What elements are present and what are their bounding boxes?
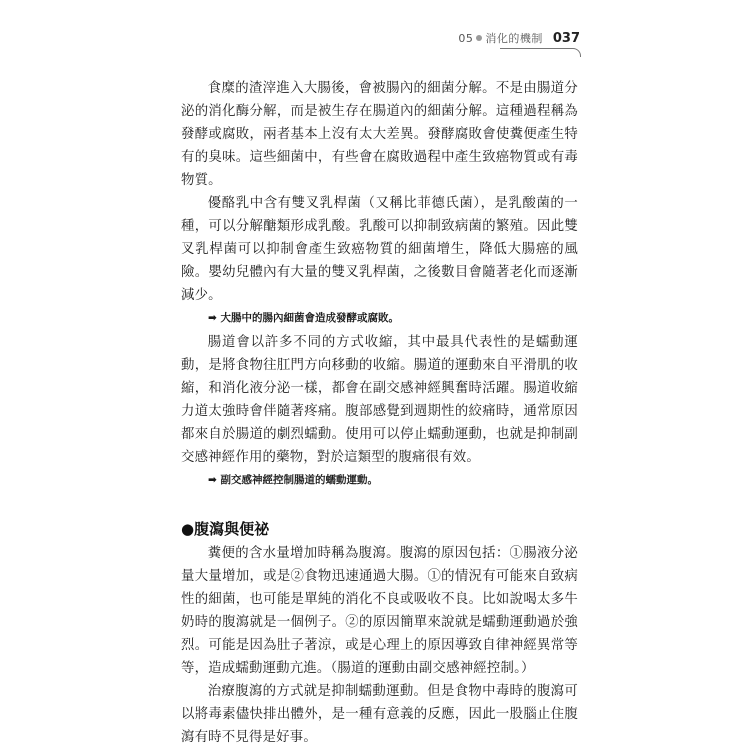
chapter-title: 消化的機制 (485, 32, 543, 45)
section-heading-diarrhea-constipation: ●腹瀉與便祕 (181, 520, 270, 538)
note-parasympathetic: ➡ 副交感神經控制腸道的蠕動運動。 (208, 474, 378, 486)
paragraph-large-intestine-bacteria: 食糜的渣滓進入大腸後，會被腸內的細菌分解。不是由腸道分泌的消化酶分解，而是被生存在腸道內的細菌分解。這種過程稱為發酵或腐敗，兩者基本上沒有太大差異。發酵腐敗會使糞便產生特有的臭味。這些細菌中，有些會在腐敗過程中產生致癌物質或有毒物質。 (181, 81, 578, 188)
bullet-dot-icon (476, 35, 482, 41)
paragraph-diarrhea-causes: 糞便的含水量增加時稱為腹瀉。腹瀉的原因包括：①腸液分泌量大量增加，或是②食物迅速通過大腸。①的情況有可能來自致病性的細菌，也可能是單純的消化不良或吸收不良。比如說喝太多牛奶時的腹瀉就是一個例子。②的原因簡單來說就是蠕動運動過於強烈。可能是因為肚子著涼，或是心理上的原因導致自律神經異常等等，造成蠕動運動亢進。（腸道的運動由副交感神經控制。） (181, 546, 578, 676)
note-fermentation: ➡ 大腸中的腸內細菌會造成發酵或腐敗。 (208, 312, 399, 324)
header-rule (500, 48, 581, 57)
page-body (181, 77, 578, 749)
paragraph-peristalsis: 腸道會以許多不同的方式收縮，其中最具代表性的是蠕動運動，是將食物往肛門方向移動的收縮。腸道的運動來自平滑肌的收縮，和消化液分泌一樣，都會在副交感神經興奮時活躍。腸道收縮力道太強時會伴隨著疼痛。腹部感覺到週期性的絞痛時，通常原因都來自於腸道的劇烈蠕動。使用可以停止蠕動運動，也就是抑制副交感神經作用的藥物，對於這類型的腹痛很有效。 (181, 335, 578, 465)
chapter-number: 05 (458, 32, 474, 45)
running-header (458, 30, 580, 46)
paragraph-yogurt-bifidobacteria: 優酪乳中含有雙叉乳桿菌（又稱比菲德氏菌），是乳酸菌的一種，可以分解醣類形成乳酸。乳酸可以抑制致病菌的繁殖。因此雙叉乳桿菌可以抑制會產生致癌物質的細菌增生，降低大腸癌的風險。嬰幼兒體內有大量的雙叉乳桿菌，之後數目會隨著老化而逐漸減少。 (181, 196, 578, 303)
page-number: 037 (552, 31, 580, 46)
paragraph-diarrhea-treatment: 治療腹瀉的方式就是抑制蠕動運動。但是食物中毒時的腹瀉可以將毒素儘快排出體外，是一種有意義的反應，因此一股腦止住腹瀉有時不見得是好事。 (181, 684, 578, 745)
